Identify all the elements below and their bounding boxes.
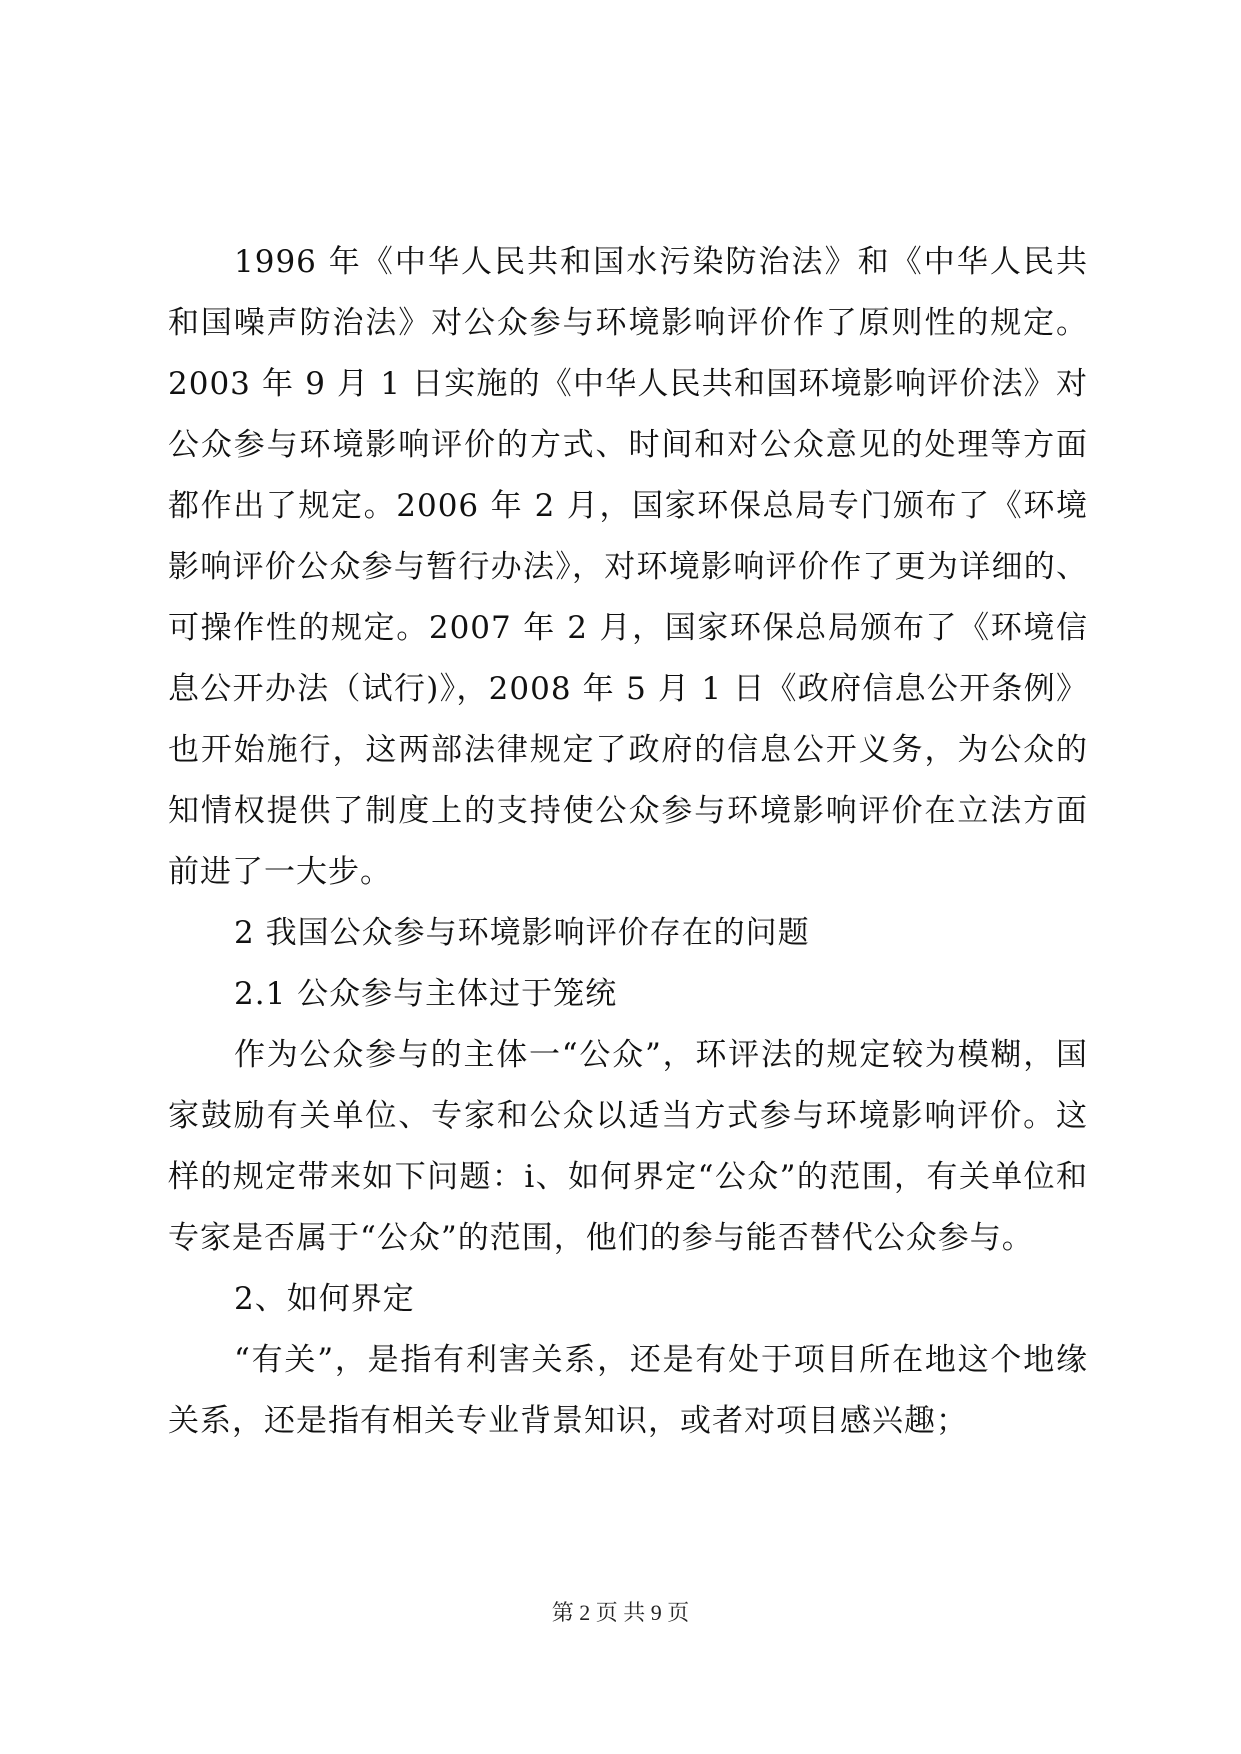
list-item-2: 2、如何界定 — [234, 1281, 415, 1317]
paragraph-public-definition: 作为公众参与的主体一“公众”，环评法的规定较为模糊，国家鼓励有关单位、专家和公众以适当方式参与环境影响评价。这样的规定带来如下问题：i、如何界定“公众”的范围，有关单位和专家是否属于“公众”的范围，他们的参与能否替代公众参与。 — [168, 1037, 1088, 1256]
paragraph-legislation-history: 1996 年《中华人民共和国水污染防治法》和《中华人民共和国噪声防治法》对公众参与环境影响评价作了原则性的规定。2003 年 9 月 1 日实施的《中华人民共和国环境影响评价法》对公众参与环境影响评价的方式、时间和对公众意见的处理等方面都作出了规定。2006 年 2 月，国家环保总局专门颁布了《环境影响评价公众参与暂行办法》，对环境影响评价作了更为详细的、可操作性的规定。2007 年 2 月，国家环保总局颁布了《环境信息公开办法（试行)》，2008 年 5 月 1 日《政府信息公开条例》也开始施行，这两部法律规定了政府的信息公开义务，为公众的知情权提供了制度上的支持使公众参与环境影响评价在立法方面前进了一大步。 — [168, 244, 1088, 890]
paragraph-related-definition: “有关”，是指有利害关系，还是有处于项目所在地这个地缘关系，还是指有相关专业背景知识，或者对项目感兴趣； — [168, 1342, 1088, 1439]
document-body — [168, 232, 1088, 1452]
section-heading-2: 2 我国公众参与环境影响评价存在的问题 — [234, 915, 810, 951]
page-footer: 第 2 页 共 9 页 — [551, 1600, 690, 1625]
subsection-heading-2-1: 2.1 公众参与主体过于笼统 — [234, 976, 618, 1012]
